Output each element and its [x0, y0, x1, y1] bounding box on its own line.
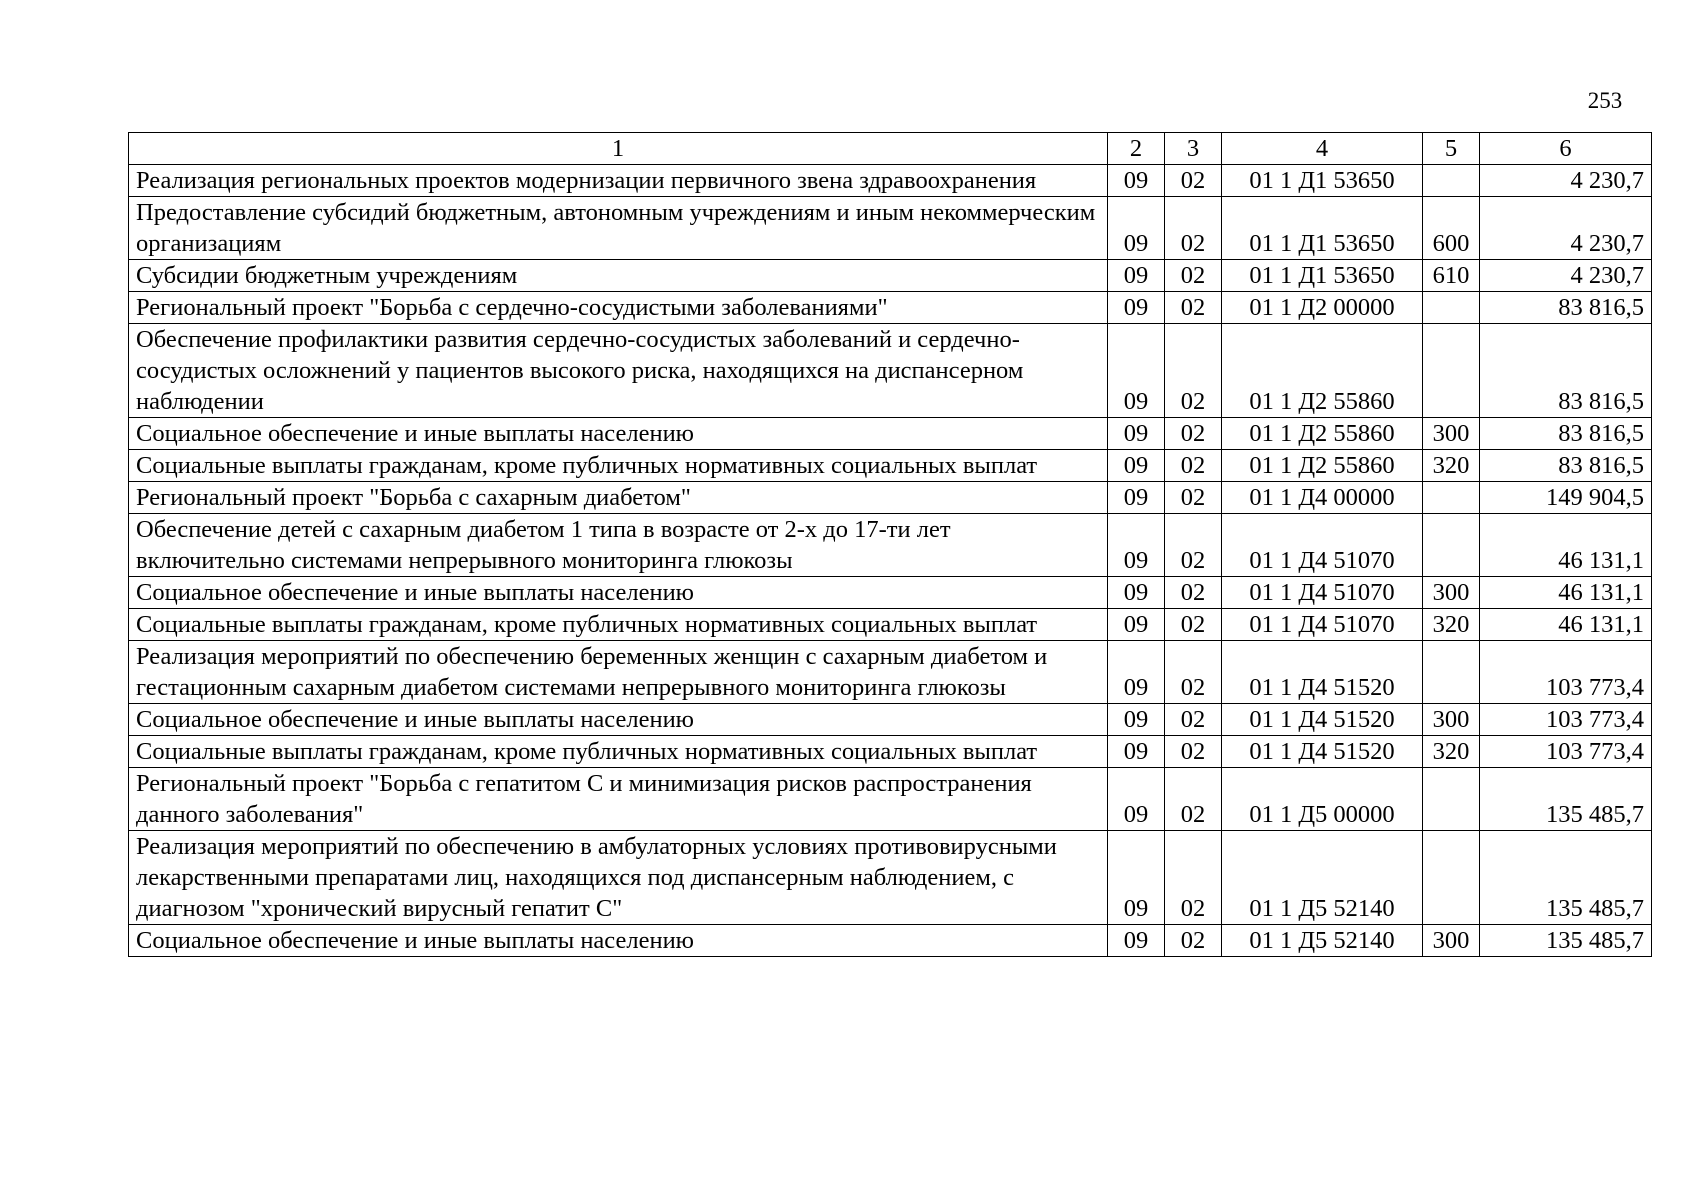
table-row — [129, 197, 1652, 260]
column-header: 2 — [1108, 133, 1165, 165]
table-row — [129, 768, 1652, 831]
row-target-code: 01 1 Д2 00000 — [1222, 292, 1423, 324]
row-expense-kind: 320 — [1423, 609, 1480, 641]
table-row — [129, 292, 1652, 324]
column-header: 5 — [1423, 133, 1480, 165]
row-expense-kind: 300 — [1423, 577, 1480, 609]
table-row — [129, 324, 1652, 418]
row-subsection: 02 — [1165, 609, 1222, 641]
row-target-code: 01 1 Д4 51520 — [1222, 641, 1423, 704]
row-section: 09 — [1108, 641, 1165, 704]
row-expense-kind: 320 — [1423, 736, 1480, 768]
row-section: 09 — [1108, 482, 1165, 514]
table-row — [129, 704, 1652, 736]
row-target-code: 01 1 Д5 00000 — [1222, 768, 1423, 831]
row-subsection: 02 — [1165, 641, 1222, 704]
row-expense-kind — [1423, 514, 1480, 577]
row-target-code: 01 1 Д1 53650 — [1222, 260, 1423, 292]
row-section: 09 — [1108, 197, 1165, 260]
row-section: 09 — [1108, 609, 1165, 641]
row-amount: 135 485,7 — [1480, 925, 1652, 957]
row-expense-kind: 300 — [1423, 418, 1480, 450]
row-subsection: 02 — [1165, 514, 1222, 577]
row-section: 09 — [1108, 768, 1165, 831]
row-subsection: 02 — [1165, 292, 1222, 324]
table-row — [129, 736, 1652, 768]
row-expense-kind: 300 — [1423, 925, 1480, 957]
row-subsection: 02 — [1165, 577, 1222, 609]
row-amount: 4 230,7 — [1480, 165, 1652, 197]
row-name: Реализация мероприятий по обеспечению в амбулаторных условиях противовирусными лекарственными препаратами лиц, находящихся под диспансерным наблюдением, с диагнозом "хронический вирусный гепатит С" — [129, 831, 1108, 925]
row-amount: 103 773,4 — [1480, 736, 1652, 768]
row-section: 09 — [1108, 418, 1165, 450]
row-amount: 4 230,7 — [1480, 197, 1652, 260]
table-row — [129, 260, 1652, 292]
column-header: 6 — [1480, 133, 1652, 165]
row-target-code: 01 1 Д4 51520 — [1222, 736, 1423, 768]
row-subsection: 02 — [1165, 418, 1222, 450]
row-name: Обеспечение детей с сахарным диабетом 1 типа в возрасте от 2-х до 17-ти лет включительно системами непрерывного мониторинга глюкозы — [129, 514, 1108, 577]
row-expense-kind — [1423, 165, 1480, 197]
row-name: Субсидии бюджетным учреждениям — [129, 260, 1108, 292]
row-target-code: 01 1 Д5 52140 — [1222, 831, 1423, 925]
row-target-code: 01 1 Д2 55860 — [1222, 418, 1423, 450]
row-section: 09 — [1108, 704, 1165, 736]
column-header: 3 — [1165, 133, 1222, 165]
row-section: 09 — [1108, 736, 1165, 768]
table-row — [129, 609, 1652, 641]
table-row — [129, 925, 1652, 957]
row-name: Социальное обеспечение и иные выплаты населению — [129, 704, 1108, 736]
row-section: 09 — [1108, 260, 1165, 292]
row-subsection: 02 — [1165, 165, 1222, 197]
row-section: 09 — [1108, 292, 1165, 324]
row-name: Социальные выплаты гражданам, кроме публичных нормативных социальных выплат — [129, 450, 1108, 482]
row-name: Региональный проект "Борьба с гепатитом С и минимизация рисков распространения данного заболевания" — [129, 768, 1108, 831]
budget-table — [128, 132, 1652, 957]
row-amount: 83 816,5 — [1480, 324, 1652, 418]
row-section: 09 — [1108, 450, 1165, 482]
row-amount: 4 230,7 — [1480, 260, 1652, 292]
row-name: Обеспечение профилактики развития сердечно-сосудистых заболеваний и сердечно-сосудистых осложнений у пациентов высокого риска, находящихся на диспансерном наблюдении — [129, 324, 1108, 418]
row-expense-kind — [1423, 641, 1480, 704]
column-header: 1 — [129, 133, 1108, 165]
row-name: Региональный проект "Борьба с сердечно-сосудистыми заболеваниями" — [129, 292, 1108, 324]
table-row — [129, 831, 1652, 925]
row-section: 09 — [1108, 324, 1165, 418]
row-target-code: 01 1 Д4 51520 — [1222, 704, 1423, 736]
row-subsection: 02 — [1165, 260, 1222, 292]
row-target-code: 01 1 Д5 52140 — [1222, 925, 1423, 957]
row-amount: 46 131,1 — [1480, 577, 1652, 609]
table-row — [129, 450, 1652, 482]
row-subsection: 02 — [1165, 197, 1222, 260]
row-expense-kind: 300 — [1423, 704, 1480, 736]
row-expense-kind — [1423, 482, 1480, 514]
row-name: Социальное обеспечение и иные выплаты населению — [129, 925, 1108, 957]
row-amount: 46 131,1 — [1480, 514, 1652, 577]
page-number: 253 — [1587, 88, 1623, 113]
row-target-code: 01 1 Д2 55860 — [1222, 450, 1423, 482]
row-name: Социальные выплаты гражданам, кроме публичных нормативных социальных выплат — [129, 609, 1108, 641]
row-amount: 135 485,7 — [1480, 768, 1652, 831]
row-name: Региональный проект "Борьба с сахарным диабетом" — [129, 482, 1108, 514]
row-name: Социальное обеспечение и иные выплаты населению — [129, 577, 1108, 609]
row-name: Предоставление субсидий бюджетным, автономным учреждениям и иным некоммерческим организациям — [129, 197, 1108, 260]
row-name: Социальное обеспечение и иные выплаты населению — [129, 418, 1108, 450]
row-subsection: 02 — [1165, 925, 1222, 957]
row-subsection: 02 — [1165, 736, 1222, 768]
table-row — [129, 482, 1652, 514]
row-amount: 103 773,4 — [1480, 704, 1652, 736]
table-row — [129, 514, 1652, 577]
row-section: 09 — [1108, 925, 1165, 957]
row-section: 09 — [1108, 831, 1165, 925]
row-subsection: 02 — [1165, 768, 1222, 831]
row-expense-kind — [1423, 324, 1480, 418]
table-header — [129, 133, 1652, 165]
row-target-code: 01 1 Д1 53650 — [1222, 165, 1423, 197]
row-target-code: 01 1 Д4 00000 — [1222, 482, 1423, 514]
row-subsection: 02 — [1165, 482, 1222, 514]
row-expense-kind: 610 — [1423, 260, 1480, 292]
row-target-code: 01 1 Д4 51070 — [1222, 609, 1423, 641]
row-name: Социальные выплаты гражданам, кроме публичных нормативных социальных выплат — [129, 736, 1108, 768]
row-section: 09 — [1108, 577, 1165, 609]
header-row — [129, 133, 1652, 165]
table-row — [129, 418, 1652, 450]
row-expense-kind — [1423, 831, 1480, 925]
table-row — [129, 165, 1652, 197]
table-row — [129, 577, 1652, 609]
row-expense-kind: 320 — [1423, 450, 1480, 482]
row-name: Реализация мероприятий по обеспечению беременных женщин с сахарным диабетом и гестационным сахарным диабетом системами непрерывного мониторинга глюкозы — [129, 641, 1108, 704]
row-section: 09 — [1108, 165, 1165, 197]
row-target-code: 01 1 Д4 51070 — [1222, 577, 1423, 609]
row-amount: 135 485,7 — [1480, 831, 1652, 925]
row-name: Реализация региональных проектов модернизации первичного звена здравоохранения — [129, 165, 1108, 197]
row-amount: 46 131,1 — [1480, 609, 1652, 641]
row-amount: 149 904,5 — [1480, 482, 1652, 514]
row-amount: 83 816,5 — [1480, 292, 1652, 324]
row-expense-kind — [1423, 768, 1480, 831]
table-row — [129, 641, 1652, 704]
row-subsection: 02 — [1165, 704, 1222, 736]
row-expense-kind — [1423, 292, 1480, 324]
table-body — [129, 165, 1652, 957]
row-target-code: 01 1 Д4 51070 — [1222, 514, 1423, 577]
row-subsection: 02 — [1165, 831, 1222, 925]
row-target-code: 01 1 Д2 55860 — [1222, 324, 1423, 418]
row-amount: 83 816,5 — [1480, 418, 1652, 450]
row-subsection: 02 — [1165, 324, 1222, 418]
column-header: 4 — [1222, 133, 1423, 165]
row-subsection: 02 — [1165, 450, 1222, 482]
row-amount: 103 773,4 — [1480, 641, 1652, 704]
row-target-code: 01 1 Д1 53650 — [1222, 197, 1423, 260]
row-expense-kind: 600 — [1423, 197, 1480, 260]
row-section: 09 — [1108, 514, 1165, 577]
row-amount: 83 816,5 — [1480, 450, 1652, 482]
